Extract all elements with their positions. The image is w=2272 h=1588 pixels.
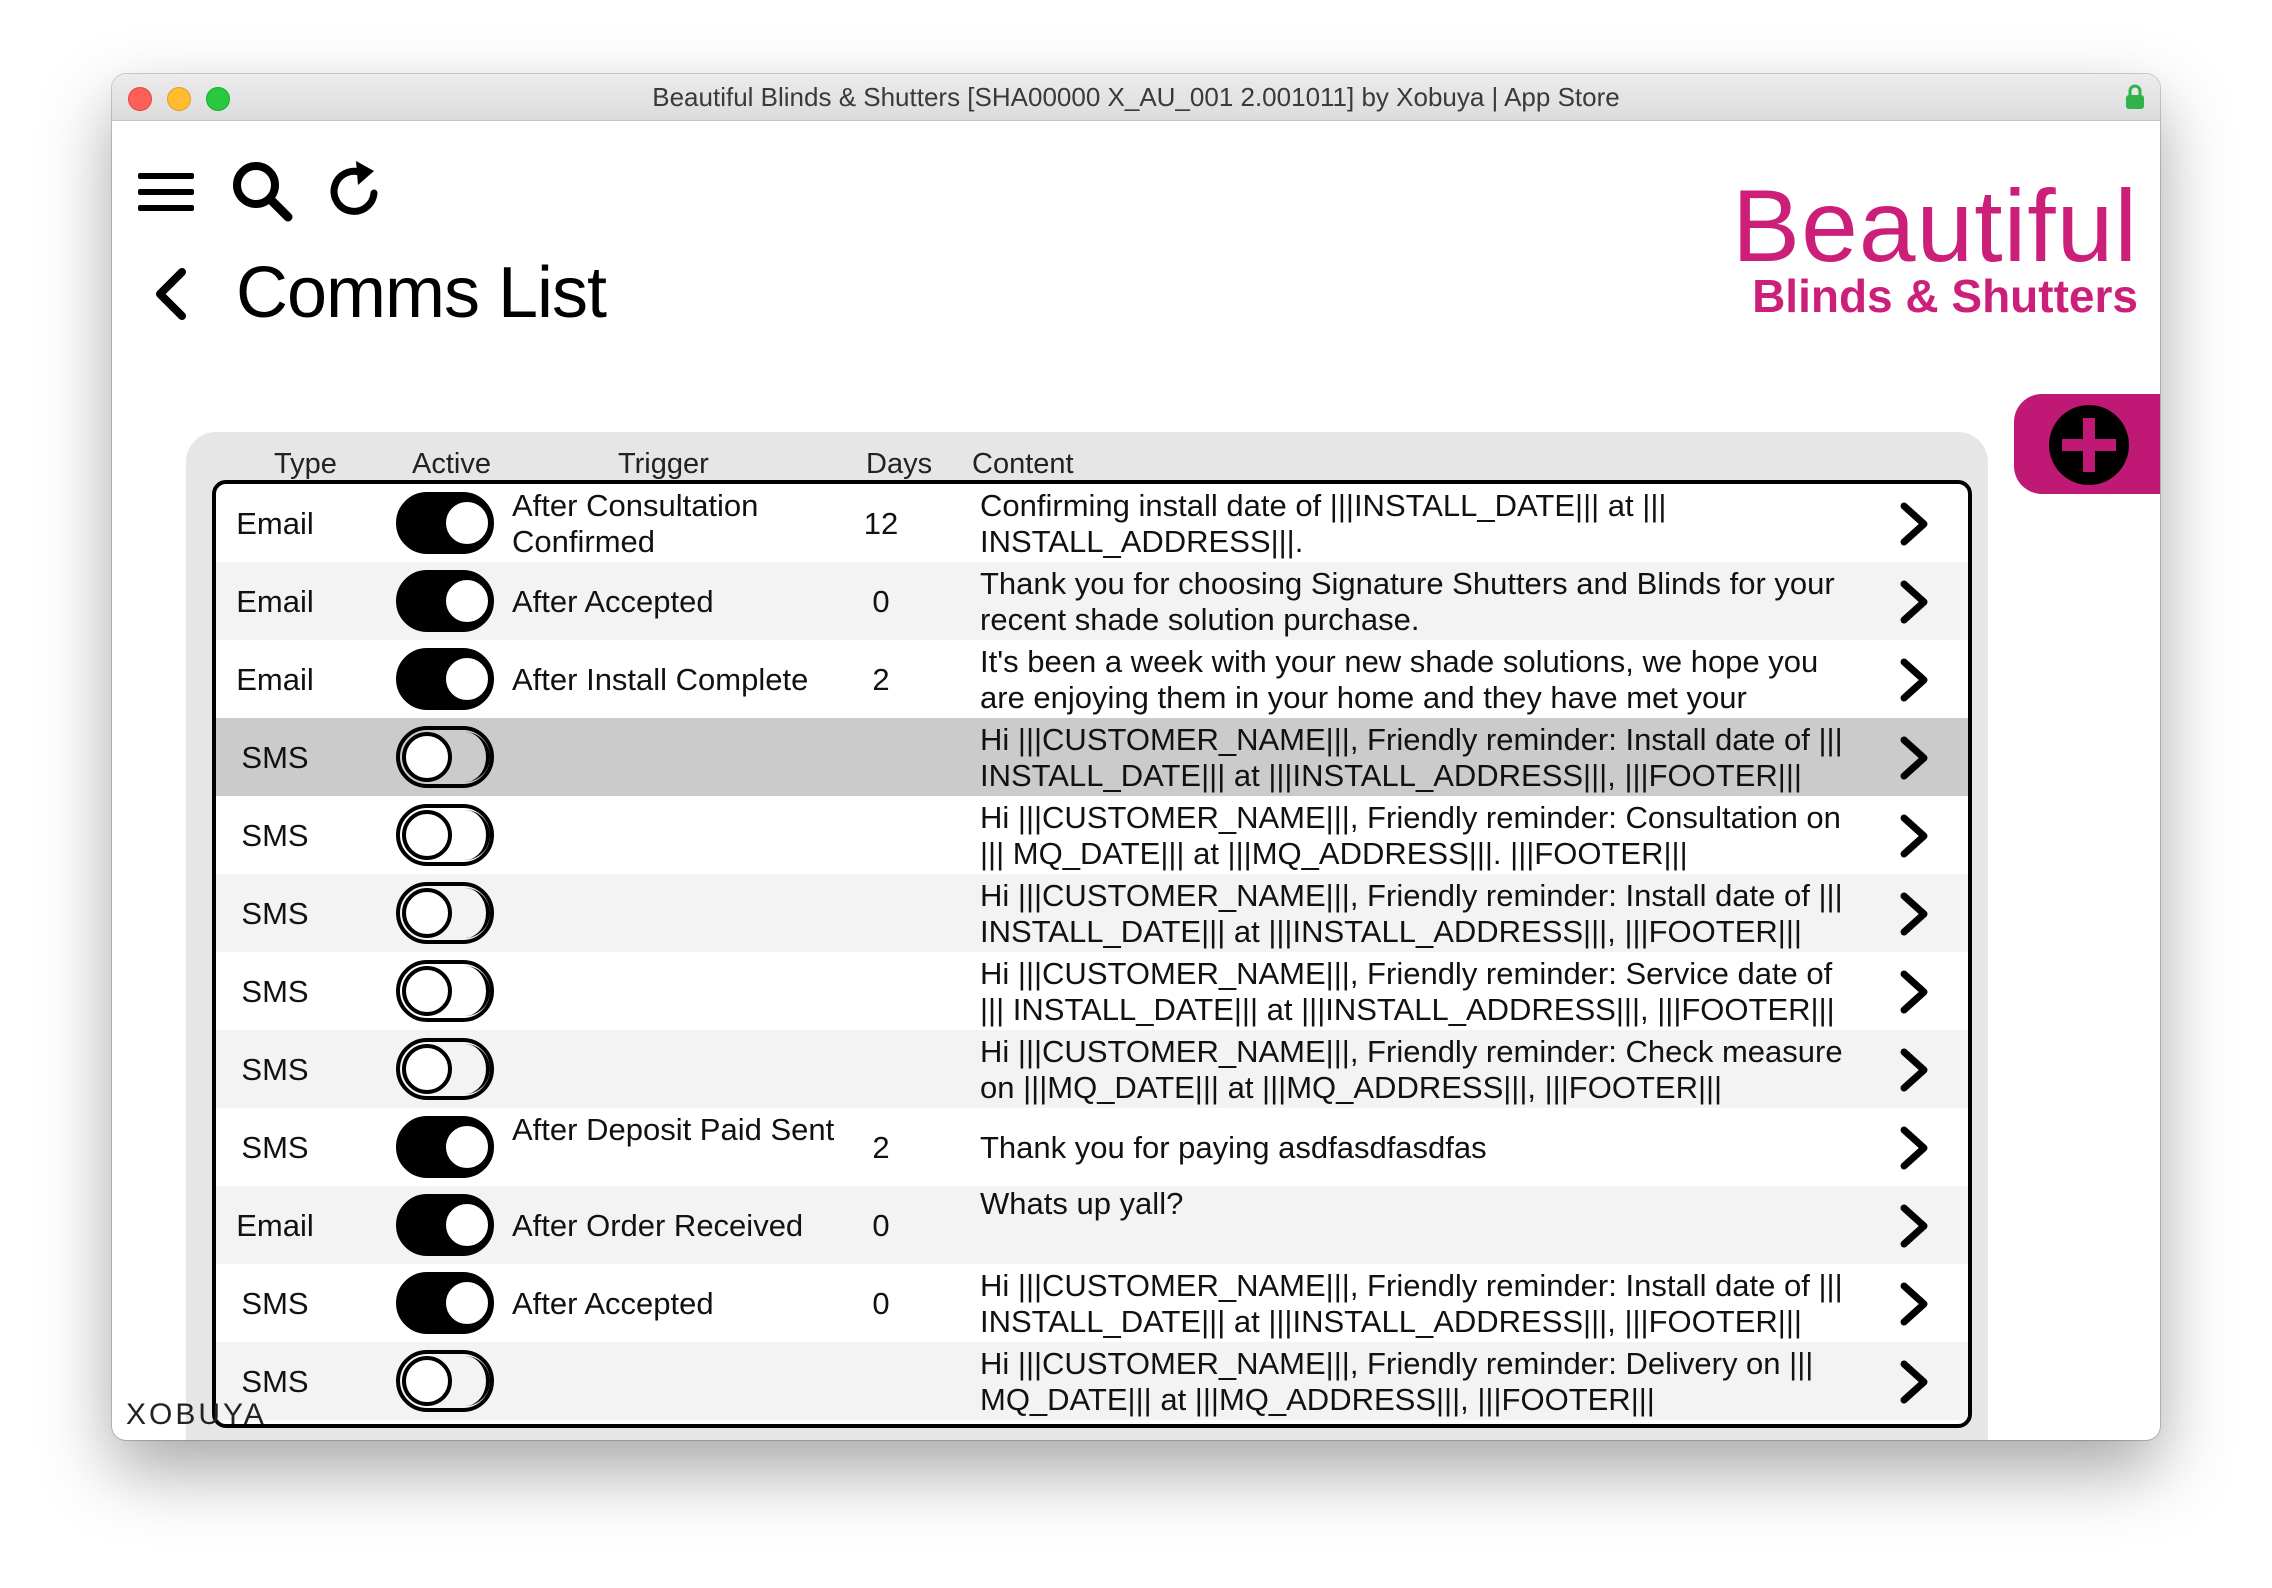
chevron-right-icon[interactable] bbox=[1898, 1048, 1930, 1092]
content-cell: Hi |||CUSTOMER_NAME|||, Friendly reminder: Check measure on |||MQ_DATE||| at |||MQ_ADDRESS|||, |||FOOTER||| bbox=[980, 1034, 1843, 1105]
days-cell: 0 bbox=[872, 1208, 890, 1243]
type-cell: Email bbox=[236, 1208, 314, 1243]
chevron-right-icon[interactable] bbox=[1898, 502, 1930, 546]
logo-line1: Beautiful bbox=[1732, 169, 2138, 283]
window-title: Beautiful Blinds & Shutters [SHA00000 X_AU_001 2.001011] by Xobuya | App Store bbox=[652, 82, 1620, 112]
active-toggle[interactable] bbox=[396, 1350, 494, 1412]
days-cell: 2 bbox=[872, 1130, 890, 1165]
toggle-knob bbox=[402, 1356, 452, 1406]
active-toggle[interactable] bbox=[396, 1116, 494, 1178]
trigger-cell: After Deposit Paid Sent bbox=[512, 1112, 835, 1147]
toggle-knob bbox=[442, 576, 492, 626]
table-row[interactable] bbox=[216, 718, 1968, 796]
content-cell: Hi |||CUSTOMER_NAME|||, Friendly reminder: Install date of ||| INSTALL_DATE||| at |||INSTALL_ADDRESS|||, |||FOOTER||| bbox=[980, 878, 1843, 949]
chevron-left-icon[interactable] bbox=[146, 264, 194, 324]
title-bar bbox=[112, 74, 2160, 121]
type-cell: SMS bbox=[241, 818, 309, 853]
active-toggle[interactable] bbox=[396, 882, 494, 944]
table-row[interactable] bbox=[216, 874, 1968, 952]
type-cell: SMS bbox=[241, 740, 309, 775]
chevron-right-icon[interactable] bbox=[1898, 1204, 1930, 1248]
xobuya-logo: XOBUYA bbox=[126, 1398, 267, 1431]
toggle-knob bbox=[402, 1044, 452, 1094]
chevron-right-icon[interactable] bbox=[1898, 736, 1930, 780]
chevron-right-icon[interactable] bbox=[1898, 1282, 1930, 1326]
active-toggle[interactable] bbox=[396, 726, 494, 788]
days-cell: 12 bbox=[863, 506, 899, 541]
active-toggle[interactable] bbox=[396, 960, 494, 1022]
brand-logo bbox=[1732, 169, 2138, 322]
table-row[interactable] bbox=[216, 640, 1968, 718]
active-toggle[interactable] bbox=[396, 492, 494, 554]
active-toggle[interactable] bbox=[396, 1038, 494, 1100]
toggle-knob bbox=[402, 966, 452, 1016]
days-cell: 0 bbox=[872, 584, 890, 619]
type-cell: SMS bbox=[241, 1130, 309, 1165]
app-window bbox=[112, 74, 2160, 1440]
content-cell: Confirming install date of |||INSTALL_DATE||| at ||| INSTALL_ADDRESS|||. bbox=[980, 488, 1667, 559]
type-cell: Email bbox=[236, 506, 314, 541]
content-cell: Hi |||CUSTOMER_NAME|||, Friendly reminder: Consultation on ||| MQ_DATE||| at |||MQ_ADDRESS|||. |||FOOTER||| bbox=[980, 800, 1841, 871]
chevron-right-icon[interactable] bbox=[1898, 658, 1930, 702]
toggle-knob bbox=[402, 732, 452, 782]
type-cell: Email bbox=[236, 662, 314, 697]
table-row[interactable] bbox=[216, 1264, 1968, 1342]
content-cell: Hi |||CUSTOMER_NAME|||, Friendly reminder: Install date of ||| INSTALL_DATE||| at |||INSTALL_ADDRESS|||, |||FOOTER||| bbox=[980, 1268, 1843, 1339]
trigger-cell: After Order Received bbox=[512, 1208, 804, 1243]
type-cell: SMS bbox=[241, 974, 309, 1009]
toggle-knob bbox=[442, 1278, 492, 1328]
table-row[interactable] bbox=[216, 1342, 1968, 1420]
content-cell: It's been a week with your new shade solutions, we hope you are enjoying them in your home and they have met your bbox=[980, 644, 1819, 715]
hamburger-menu-icon[interactable] bbox=[134, 159, 198, 223]
table-row[interactable] bbox=[216, 1030, 1968, 1108]
type-cell: SMS bbox=[241, 1052, 309, 1087]
refresh-icon[interactable] bbox=[322, 159, 386, 223]
active-toggle[interactable] bbox=[396, 1272, 494, 1334]
toggle-knob bbox=[442, 498, 492, 548]
comms-panel bbox=[186, 432, 1988, 1440]
type-cell: SMS bbox=[241, 1286, 309, 1321]
page-title: Comms List bbox=[236, 253, 607, 333]
active-toggle[interactable] bbox=[396, 570, 494, 632]
content-cell: Hi |||CUSTOMER_NAME|||, Friendly reminder: Service date of ||| INSTALL_DATE||| at |||INSTALL_ADDRESS|||, |||FOOTER||| bbox=[980, 956, 1835, 1027]
table-row[interactable] bbox=[216, 796, 1968, 874]
chevron-right-icon[interactable] bbox=[1898, 1126, 1930, 1170]
content-cell: Hi |||CUSTOMER_NAME|||, Friendly reminder: Install date of ||| INSTALL_DATE||| at |||INSTALL_ADDRESS|||, |||FOOTER||| bbox=[980, 722, 1843, 793]
toggle-knob bbox=[402, 810, 452, 860]
type-cell: SMS bbox=[241, 896, 309, 931]
content-cell: Thank you for choosing Signature Shutters and Blinds for your recent shade solution purchase. bbox=[980, 566, 1835, 637]
type-cell: Email bbox=[236, 584, 314, 619]
days-cell: 0 bbox=[872, 1286, 890, 1321]
header-content: Content bbox=[972, 448, 1074, 480]
active-toggle[interactable] bbox=[396, 648, 494, 710]
chevron-right-icon[interactable] bbox=[1898, 580, 1930, 624]
trigger-cell: After Consultation Confirmed bbox=[512, 488, 759, 559]
header-trigger: Trigger bbox=[618, 448, 709, 480]
toggle-knob bbox=[442, 1122, 492, 1172]
active-toggle[interactable] bbox=[396, 804, 494, 866]
content-cell: Thank you for paying asdfasdfasdfas bbox=[980, 1130, 1487, 1165]
logo-line2: Blinds & Shutters bbox=[1752, 270, 2138, 322]
table-row[interactable] bbox=[216, 1186, 1968, 1264]
chevron-right-icon[interactable] bbox=[1898, 970, 1930, 1014]
toggle-knob bbox=[442, 1200, 492, 1250]
chevron-right-icon[interactable] bbox=[1898, 892, 1930, 936]
active-toggle[interactable] bbox=[396, 1194, 494, 1256]
comms-table bbox=[212, 480, 1972, 1428]
table-row[interactable] bbox=[216, 1108, 1968, 1186]
table-row[interactable] bbox=[216, 952, 1968, 1030]
lock-icon bbox=[2124, 84, 2146, 110]
plus-circle-icon bbox=[2048, 404, 2130, 486]
days-cell: 2 bbox=[872, 662, 890, 697]
header-active: Active bbox=[412, 448, 491, 480]
content-cell: Whats up yall? bbox=[980, 1186, 1184, 1221]
chevron-right-icon[interactable] bbox=[1898, 814, 1930, 858]
table-row[interactable] bbox=[216, 484, 1968, 562]
trigger-cell: After Install Complete bbox=[512, 662, 809, 697]
trigger-cell: After Accepted bbox=[512, 1286, 714, 1321]
toggle-knob bbox=[402, 888, 452, 938]
content-cell: Hi |||CUSTOMER_NAME|||, Friendly reminder: Delivery on ||| MQ_DATE||| at |||MQ_ADDRESS|||, |||FOOTER||| bbox=[980, 1346, 1814, 1417]
search-icon[interactable] bbox=[230, 159, 294, 223]
add-comm-button[interactable] bbox=[2014, 394, 2160, 494]
type-cell: SMS bbox=[241, 1364, 309, 1399]
header-type: Type bbox=[274, 448, 337, 480]
toggle-knob bbox=[442, 654, 492, 704]
trigger-cell: After Accepted bbox=[512, 584, 714, 619]
table-row[interactable] bbox=[216, 562, 1968, 640]
header-days: Days bbox=[866, 448, 933, 480]
chevron-right-icon[interactable] bbox=[1898, 1360, 1930, 1404]
